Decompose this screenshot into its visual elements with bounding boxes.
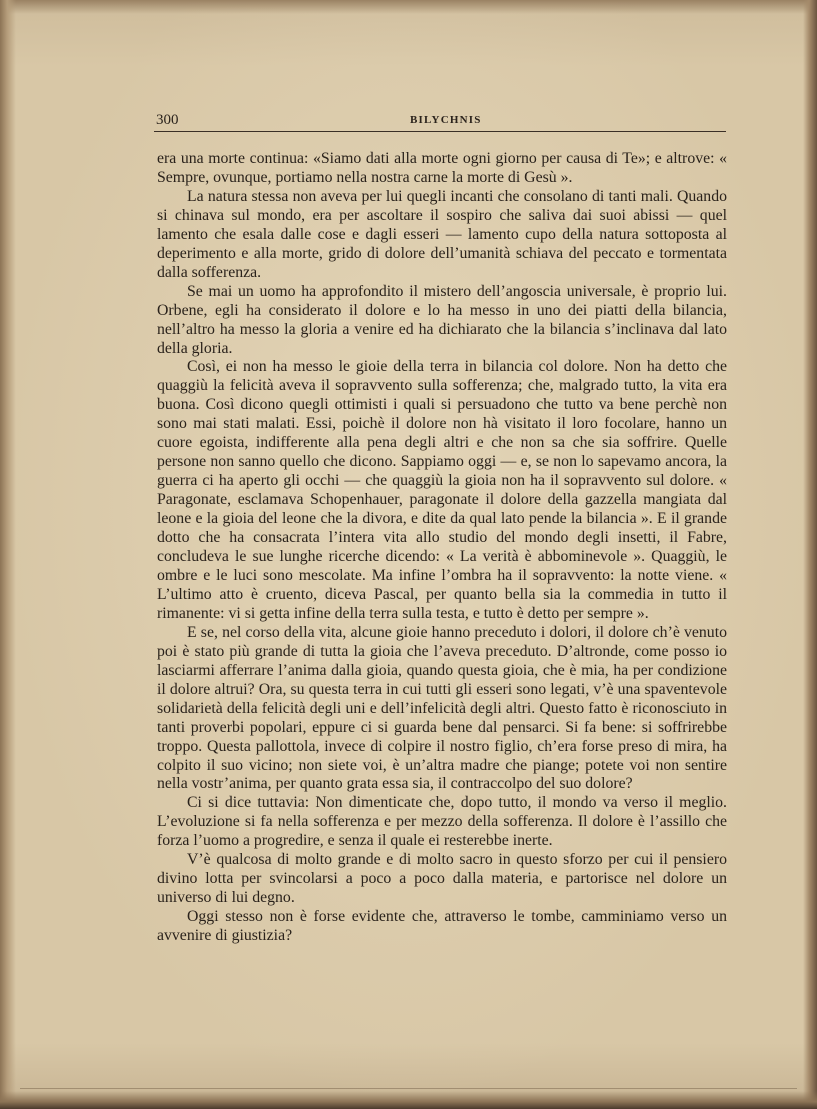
page-bottom-edge [0,1091,817,1109]
paragraph: E se, nel corso della vita, alcune gioie hanno preceduto i dolori, il dolore ch’è venuto poi è stato più grande di tutta la gioia che l’aveva preceduto. D’altronde, come posso io lasciarmi afferrare l’anima dalla gioia, quando questa gioia, che è mia, ha per condizione il dolore altrui? Ora, su questa terra in cui tutti gli esseri sono legati, v’è una spaventevole solidarietà della felicità degli uni e dell’infelicità degli altri. Questo fatto è riconosciuto in tanti proverbi popolari, eppure ci si guarda bene dal pensarci. Si fa bene: si soffrirebbe troppo. Questa pallottola, invece di colpire il nostro figlio, ch’era forse preso di mira, ha colpito il suo vicino; non siete voi, è un’altra madre che piange; potete voi non sentire nella vostr’anima, per quanto grata essa sia, il contraccolpo del suo dolore? [157,623,727,793]
paragraph: Oggi stesso non è forse evidente che, attraverso le tombe, camminiamo verso un avvenire di giustizia? [157,908,727,945]
header-rule [154,131,726,132]
paragraph: V’è qualcosa di molto grande e di molto sacro in questo sforzo per cui il pensiero divino lotta per svincolarsi a poco a poco dalla materia, e partorisce nel dolore un universo di lui degno. [157,851,727,907]
paragraph: Se mai un uomo ha approfondito il mistero dell’angoscia universale, è proprio lui. Orbene, egli ha considerato il dolore e lo ha messo in uno dei piatti della bilancia, nell’altro ha messo la gloria a venire ed ha dichiarato che la bilancia s’inclinava dal lato della gloria. [157,282,727,357]
running-head: BILYCHNIS [410,114,482,126]
paragraph: Così, ei non ha messo le gioie della terra in bilancia col dolore. Non ha detto che quaggiù la felicità aveva il sopravvento sulla sofferenza; che, malgrado tutto, la vita era buona. Così dicono quegli ottimisti i quali si persuadono che tutto va bene perchè non sono mai stati malati. Essi, poichè il dolore non hà visitato il loro focolare, hanno un cuore egoista, indifferente alla pena degli altri e che non sa che sia soffrire. Quelle persone non sanno quello che dicono. Sappiamo oggi — e, se non lo sapevamo ancora, la guerra ci ha aperto gli occhi — che quaggiù la gioia non ha il sopravvento sul dolore. « Paragonate, esclamava Schopenhauer, paragonate il dolore della gazzella mangiata dal leone e la gioia del leone che la divora, e dite da qual lato pende la bilancia ». E il grande dotto che ha consacrata l’intera vita allo studio del mondo degli insetti, il Fabre, concludeva le sue lunghe ricerche dicendo: « La verità è abbominevole ». Quaggiù, le ombre e le luci sono mescolate. Ma infine l’ombra ha il sopravvento: la notte viene. « L’ultimo atto è cruento, diceva Pascal, per quanto bella sia la commedia in tutto il rimanente: vi si getta infine della terra sulla testa, e tutto è detto per sempre ». [157,358,727,622]
bottom-rule [20,1088,797,1089]
page-left-edge [0,0,16,1109]
paragraph: Ci si dice tuttavia: Non dimenticate che, dopo tutto, il mondo va verso il meglio. L’evoluzione si fa nella sofferenza e per mezzo della sofferenza. Il dolore è l’assillo che forza l’uomo a progredire, e senza il quale ei resterebbe inerte. [157,794,727,850]
body-text [157,150,727,946]
paragraph: La natura stessa non aveva per lui quegli incanti che consolano di tanti mali. Quando si chinava sul mondo, era per ascoltare il sospiro che saliva dai suoi abissi — quel lamento che esala dalle cose e dagli esseri — lamento cupo della natura sottoposta al deperimento e alla morte, grido di dolore dell’umanità schiava del peccato e tormentata dalla sofferenza. [157,187,727,281]
page-top-edge [0,0,817,14]
page-right-edge [803,0,817,1109]
page-number: 300 [156,112,179,128]
paragraph: era una morte continua: «Siamo dati alla morte ogni giorno per causa di Te»; e altrove: « Sempre, ovunque, portiamo nella nostra carne la morte di Gesù ». [157,150,727,186]
page-header [156,112,726,132]
